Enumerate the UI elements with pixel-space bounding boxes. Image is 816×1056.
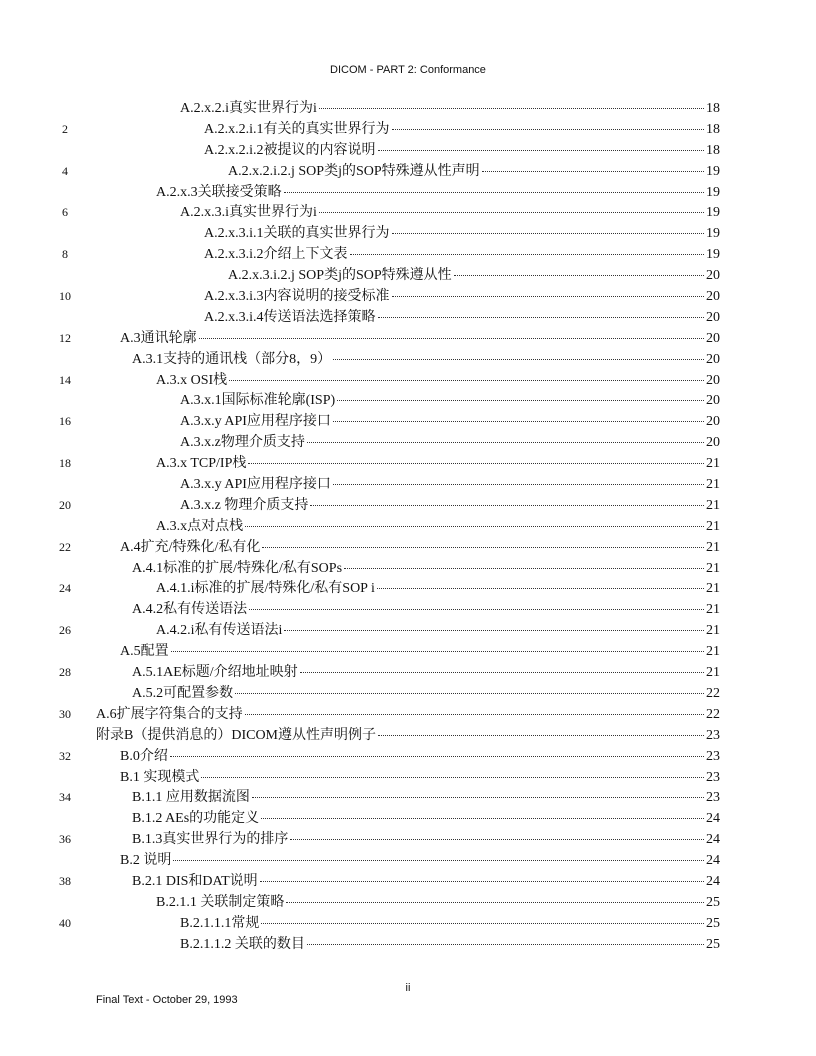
toc-entry-page: 21 bbox=[706, 539, 720, 555]
toc-row bbox=[0, 744, 816, 765]
toc-entry-page: 20 bbox=[706, 268, 720, 284]
toc-row bbox=[0, 493, 816, 514]
toc-entry-title: A.3.x OSI栈 bbox=[156, 372, 228, 388]
toc-entry[interactable] bbox=[96, 724, 720, 744]
toc-row bbox=[0, 388, 816, 409]
toc-entry-title: A.5配置 bbox=[120, 644, 169, 660]
toc-entry[interactable] bbox=[204, 243, 720, 263]
dot-leader bbox=[173, 859, 704, 861]
toc-entry-page: 22 bbox=[706, 685, 720, 701]
dot-leader bbox=[284, 629, 704, 631]
dot-leader bbox=[235, 692, 704, 694]
dot-leader bbox=[350, 253, 705, 255]
toc-entry-page: 20 bbox=[706, 309, 720, 325]
toc-entry-title: A.2.x.3.i.1关联的真实世界行为 bbox=[204, 226, 390, 242]
toc-entry[interactable] bbox=[180, 933, 720, 953]
toc-row bbox=[0, 242, 816, 263]
toc-entry[interactable] bbox=[180, 201, 720, 221]
toc-row bbox=[0, 138, 816, 159]
toc-row bbox=[0, 785, 816, 806]
toc-entry[interactable] bbox=[180, 389, 720, 409]
toc-entry-title: A.3.x.y API应用程序接口 bbox=[180, 414, 331, 430]
toc-row bbox=[0, 702, 816, 723]
line-number: 36 bbox=[59, 832, 71, 847]
dot-leader bbox=[260, 880, 704, 882]
line-number: 4 bbox=[62, 163, 68, 178]
toc-entry-title: A.4.2私有传送语法 bbox=[132, 602, 248, 618]
toc-entry-title: A.6扩展字符集合的支持 bbox=[96, 706, 243, 722]
toc-entry[interactable] bbox=[120, 766, 720, 786]
line-number: 6 bbox=[62, 205, 68, 220]
toc-entry-page: 21 bbox=[706, 477, 720, 493]
toc-entry-page: 23 bbox=[706, 790, 720, 806]
toc-entry-title: A.2.x.2.i.2被提议的内容说明 bbox=[204, 142, 376, 158]
line-number: 14 bbox=[59, 372, 71, 387]
toc-entry[interactable] bbox=[132, 348, 720, 368]
line-number: 12 bbox=[59, 330, 71, 345]
dot-leader bbox=[229, 379, 704, 381]
toc-row bbox=[0, 284, 816, 305]
toc-entry-page: 23 bbox=[706, 748, 720, 764]
dot-leader bbox=[392, 295, 705, 297]
toc-entry-title: A.3.x TCP/IP栈 bbox=[156, 456, 247, 472]
toc-entry-title: B.2 说明 bbox=[120, 853, 172, 869]
toc-entry-page: 19 bbox=[706, 163, 720, 179]
toc-entry-page: 21 bbox=[706, 644, 720, 660]
toc-entry-page: 23 bbox=[706, 769, 720, 785]
toc-row bbox=[0, 159, 816, 180]
dot-leader bbox=[378, 149, 705, 151]
toc-row bbox=[0, 869, 816, 890]
toc-entry[interactable] bbox=[96, 703, 720, 723]
dot-leader bbox=[377, 587, 704, 589]
toc-entry-page: 20 bbox=[706, 372, 720, 388]
toc-entry[interactable] bbox=[132, 786, 720, 806]
toc-row bbox=[0, 368, 816, 389]
toc-entry-title: A.3.x.z 物理介质支持 bbox=[180, 497, 309, 513]
toc-entry[interactable] bbox=[132, 661, 720, 681]
page-number: ii bbox=[405, 982, 411, 994]
toc-entry-title: B.2.1 DIS和DAT说明 bbox=[132, 873, 258, 889]
dot-leader bbox=[454, 274, 704, 276]
toc-row bbox=[0, 597, 816, 618]
toc-entry-page: 20 bbox=[706, 289, 720, 305]
dot-leader bbox=[333, 420, 704, 422]
toc-entry-page: 20 bbox=[706, 435, 720, 451]
toc-row bbox=[0, 535, 816, 556]
toc-entry[interactable] bbox=[204, 118, 720, 138]
toc-row bbox=[0, 326, 816, 347]
toc-row bbox=[0, 890, 816, 911]
toc-entry-page: 24 bbox=[706, 832, 720, 848]
dot-leader bbox=[199, 337, 704, 339]
toc-entry-title: A.3.x点对点栈 bbox=[156, 518, 244, 534]
toc-row bbox=[0, 96, 816, 117]
toc-row bbox=[0, 263, 816, 284]
toc-entry-title: B.2.1.1.2 关联的数目 bbox=[180, 936, 305, 952]
toc-entry[interactable] bbox=[120, 745, 720, 765]
line-number: 40 bbox=[59, 915, 71, 930]
toc-entry-page: 20 bbox=[706, 330, 720, 346]
toc-entry[interactable] bbox=[132, 828, 720, 848]
page-header: DICOM - PART 2: Conformance bbox=[330, 64, 486, 76]
toc-entry-title: B.1 实现模式 bbox=[120, 769, 200, 785]
toc-entry-page: 20 bbox=[706, 393, 720, 409]
toc-entry-title: B.1.2 AEs的功能定义 bbox=[132, 811, 260, 827]
toc-entry-title: A.3通讯轮廓 bbox=[120, 330, 197, 346]
toc-entry-title: 附录B（提供消息的）DICOM遵从性声明例子 bbox=[96, 727, 377, 743]
toc-entry-title: A.4.2.i私有传送语法i bbox=[156, 623, 283, 639]
toc-entry-title: A.3.x.z物理介质支持 bbox=[180, 435, 305, 451]
toc-entry[interactable] bbox=[156, 181, 720, 201]
line-number: 28 bbox=[59, 665, 71, 680]
line-number: 2 bbox=[62, 121, 68, 136]
dot-leader bbox=[261, 817, 704, 819]
toc-entry[interactable] bbox=[132, 682, 720, 702]
toc-row bbox=[0, 556, 816, 577]
dot-leader bbox=[307, 943, 704, 945]
toc-entry-page: 24 bbox=[706, 873, 720, 889]
toc-entry-page: 18 bbox=[706, 101, 720, 116]
toc-entry[interactable] bbox=[156, 577, 720, 597]
dot-leader bbox=[284, 191, 704, 193]
toc-row bbox=[0, 409, 816, 430]
toc-row bbox=[0, 576, 816, 597]
dot-leader bbox=[245, 525, 704, 527]
toc-entry-title: A.4.1.i标准的扩展/特殊化/私有SOP i bbox=[156, 581, 375, 597]
toc-entry-title: B.2.1.1.1常规 bbox=[180, 915, 260, 931]
toc-entry-title: A.4.1标准的扩展/特殊化/私有SOPs bbox=[132, 560, 343, 576]
toc-entry[interactable] bbox=[204, 222, 720, 242]
toc-entry-page: 21 bbox=[706, 623, 720, 639]
toc-entry[interactable] bbox=[132, 807, 720, 827]
toc-row bbox=[0, 765, 816, 786]
dot-leader bbox=[262, 546, 704, 548]
dot-leader bbox=[307, 441, 704, 443]
toc-entry-page: 19 bbox=[706, 205, 720, 221]
toc-entry-title: A.2.x.3.i.4传送语法选择策略 bbox=[204, 309, 376, 325]
toc-entry-title: A.5.1AE标题/介绍地址映射 bbox=[132, 665, 298, 681]
toc-entry[interactable] bbox=[180, 473, 720, 493]
toc-entry[interactable] bbox=[180, 494, 720, 514]
toc-entry-page: 18 bbox=[706, 142, 720, 158]
toc-row bbox=[0, 660, 816, 681]
line-number: 24 bbox=[59, 581, 71, 596]
toc-entry[interactable] bbox=[156, 452, 720, 472]
toc-entry[interactable] bbox=[156, 891, 720, 911]
toc-entry-page: 24 bbox=[706, 853, 720, 869]
toc-row bbox=[0, 618, 816, 639]
dot-leader bbox=[378, 316, 705, 318]
toc-entry[interactable] bbox=[180, 410, 720, 430]
toc-row bbox=[0, 430, 816, 451]
toc-entry[interactable] bbox=[132, 557, 720, 577]
dot-leader bbox=[319, 107, 704, 109]
dot-leader bbox=[248, 462, 704, 464]
toc-row bbox=[0, 305, 816, 326]
toc-entry-page: 21 bbox=[706, 665, 720, 681]
dot-leader bbox=[378, 734, 704, 736]
toc-entry-page: 21 bbox=[706, 456, 720, 472]
line-number: 26 bbox=[59, 623, 71, 638]
toc-entry-page: 21 bbox=[706, 602, 720, 618]
toc-entry[interactable] bbox=[156, 515, 720, 535]
toc-row bbox=[0, 347, 816, 368]
toc-entry-title: A.2.x.3.i.3内容说明的接受标准 bbox=[204, 289, 390, 305]
toc-row bbox=[0, 911, 816, 932]
dot-leader bbox=[333, 483, 704, 485]
dot-leader bbox=[245, 713, 704, 715]
toc-entry-page: 20 bbox=[706, 351, 720, 367]
toc-entry[interactable] bbox=[204, 306, 720, 326]
line-number: 18 bbox=[59, 456, 71, 471]
toc-entry-title: A.2.x.3.i.2介绍上下文表 bbox=[204, 247, 348, 263]
toc-entry-title: B.0介绍 bbox=[120, 748, 168, 764]
dot-leader bbox=[337, 399, 704, 401]
dot-leader bbox=[171, 650, 704, 652]
dot-leader bbox=[249, 608, 704, 610]
toc-row bbox=[0, 723, 816, 744]
toc-entry[interactable] bbox=[132, 598, 720, 618]
toc-entry-title: A.3.x.1国际标准轮廓(ISP) bbox=[180, 393, 336, 409]
dot-leader bbox=[261, 922, 704, 924]
line-number: 38 bbox=[59, 873, 71, 888]
table-of-contents bbox=[0, 96, 816, 953]
dot-leader bbox=[170, 755, 704, 757]
line-number: 22 bbox=[59, 539, 71, 554]
toc-entry-page: 25 bbox=[706, 894, 720, 910]
toc-entry-title: A.2.x.2.i.2.j SOP类j的SOP特殊遵从性声明 bbox=[228, 163, 480, 179]
toc-entry-page: 21 bbox=[706, 581, 720, 597]
toc-entry-title: A.2.x.2.i真实世界行为i bbox=[180, 101, 317, 116]
toc-entry[interactable] bbox=[120, 640, 720, 660]
toc-row bbox=[0, 221, 816, 242]
toc-entry[interactable] bbox=[120, 849, 720, 869]
toc-entry[interactable] bbox=[120, 536, 720, 556]
toc-row bbox=[0, 180, 816, 201]
toc-entry-title: A.3.1支持的通讯栈（部分8，9） bbox=[132, 351, 332, 367]
line-number: 8 bbox=[62, 247, 68, 262]
toc-entry[interactable] bbox=[228, 264, 720, 284]
toc-entry-page: 21 bbox=[706, 560, 720, 576]
dot-leader bbox=[344, 567, 704, 569]
toc-entry[interactable] bbox=[156, 369, 720, 389]
toc-entry-title: B.1.3真实世界行为的排序 bbox=[132, 832, 289, 848]
toc-entry[interactable] bbox=[132, 870, 720, 890]
toc-entry-page: 19 bbox=[706, 247, 720, 263]
toc-row bbox=[0, 117, 816, 138]
toc-entry-page: 24 bbox=[706, 811, 720, 827]
toc-entry[interactable] bbox=[156, 619, 720, 639]
toc-entry-title: A.2.x.2.i.1有关的真实世界行为 bbox=[204, 121, 390, 137]
toc-entry[interactable] bbox=[204, 139, 720, 159]
dot-leader bbox=[300, 671, 704, 673]
toc-row bbox=[0, 806, 816, 827]
toc-entry-title: A.2.x.3.i.2.j SOP类j的SOP特殊遵从性 bbox=[228, 268, 452, 284]
dot-leader bbox=[333, 358, 704, 360]
toc-entry-title: A.2.x.3关联接受策略 bbox=[156, 184, 282, 200]
toc-entry-page: 20 bbox=[706, 414, 720, 430]
toc-row bbox=[0, 514, 816, 535]
line-number: 10 bbox=[59, 289, 71, 304]
toc-row bbox=[0, 451, 816, 472]
toc-entry[interactable] bbox=[228, 160, 720, 180]
dot-leader bbox=[319, 211, 704, 213]
toc-entry-page: 19 bbox=[706, 184, 720, 200]
toc-entry-page: 25 bbox=[706, 915, 720, 931]
toc-entry-title: A.5.2可配置参数 bbox=[132, 685, 234, 701]
dot-leader bbox=[392, 128, 705, 130]
toc-row bbox=[0, 200, 816, 221]
dot-leader bbox=[482, 170, 704, 172]
line-number: 16 bbox=[59, 414, 71, 429]
toc-entry-title: A.4扩充/特殊化/私有化 bbox=[120, 539, 261, 555]
line-number: 30 bbox=[59, 706, 71, 721]
line-number: 34 bbox=[59, 790, 71, 805]
footer-text: Final Text - October 29, 1993 bbox=[96, 994, 238, 1006]
toc-row bbox=[0, 472, 816, 493]
dot-leader bbox=[201, 776, 704, 778]
toc-entry[interactable] bbox=[180, 431, 720, 451]
toc-entry-title: B.1.1 应用数据流图 bbox=[132, 790, 250, 806]
toc-row bbox=[0, 827, 816, 848]
toc-entry-page: 22 bbox=[706, 706, 720, 722]
toc-entry[interactable] bbox=[120, 327, 720, 347]
toc-entry-page: 25 bbox=[706, 936, 720, 952]
toc-row bbox=[0, 932, 816, 953]
toc-entry[interactable] bbox=[180, 912, 720, 932]
toc-entry-page: 23 bbox=[706, 727, 720, 743]
dot-leader bbox=[286, 901, 704, 903]
toc-entry-page: 21 bbox=[706, 497, 720, 513]
line-number: 32 bbox=[59, 748, 71, 763]
dot-leader bbox=[252, 796, 704, 798]
toc-entry[interactable] bbox=[204, 285, 720, 305]
dot-leader bbox=[392, 232, 705, 234]
toc-entry-page: 19 bbox=[706, 226, 720, 242]
toc-row bbox=[0, 848, 816, 869]
toc-row bbox=[0, 681, 816, 702]
toc-entry-title: B.2.1.1 关联制定策略 bbox=[156, 894, 285, 910]
dot-leader bbox=[290, 838, 704, 840]
toc-row bbox=[0, 639, 816, 660]
toc-entry-title: A.3.x.y API应用程序接口 bbox=[180, 477, 331, 493]
dot-leader bbox=[310, 504, 704, 506]
line-number: 20 bbox=[59, 497, 71, 512]
toc-entry-title: A.2.x.3.i真实世界行为i bbox=[180, 205, 317, 221]
toc-entry-page: 18 bbox=[706, 121, 720, 137]
toc-entry[interactable] bbox=[180, 97, 720, 117]
toc-entry-page: 21 bbox=[706, 518, 720, 534]
